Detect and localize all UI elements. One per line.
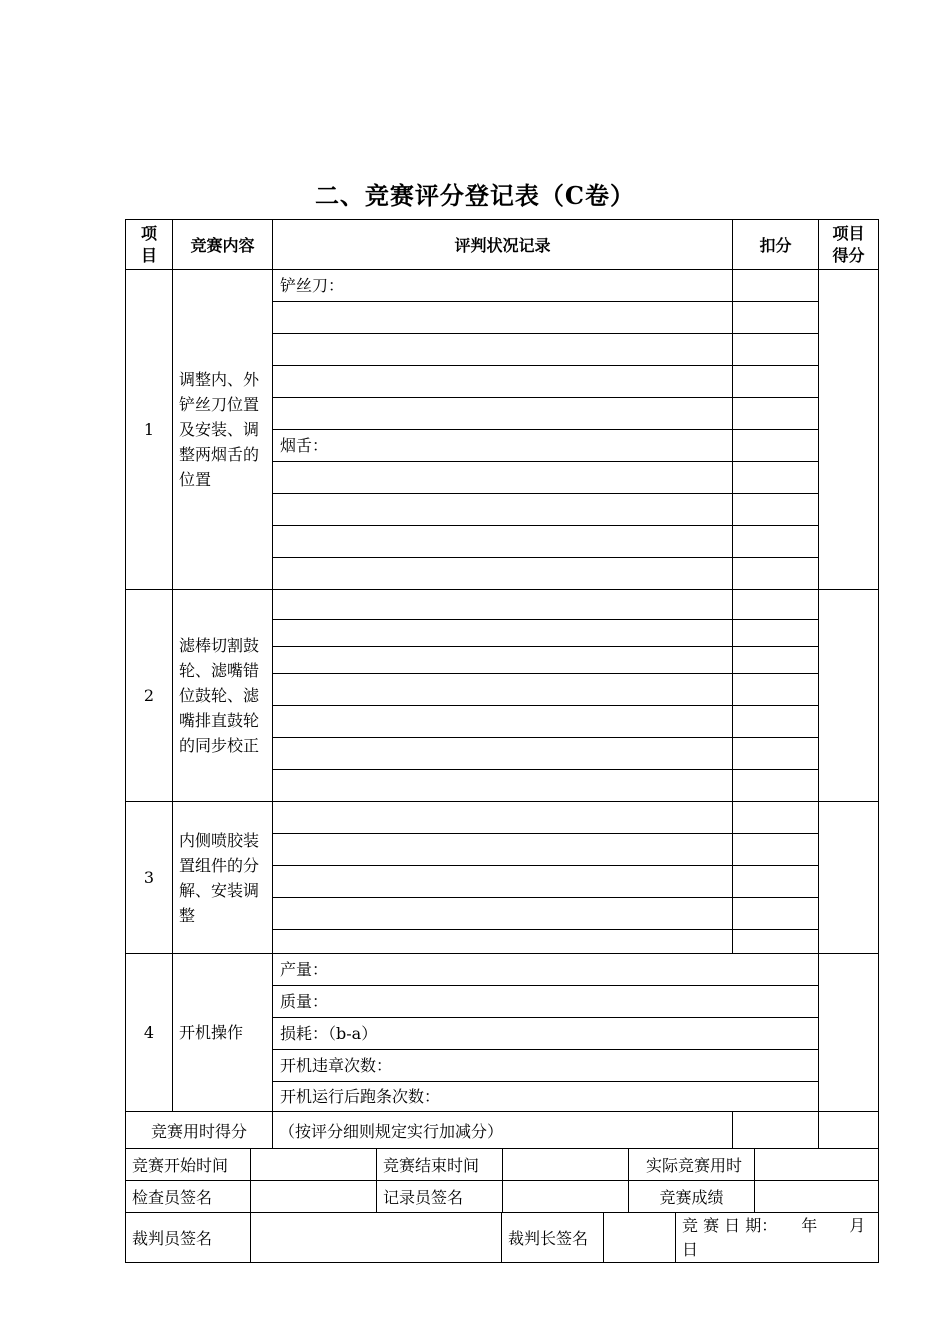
- referee-table: [125, 1212, 879, 1263]
- footer-table: [125, 1148, 879, 1213]
- record-cell: [273, 302, 733, 334]
- record-cell: 铲丝刀：: [273, 270, 733, 302]
- competition-date: 竞 赛 日 期： 年 月日: [676, 1213, 879, 1263]
- actual-time-value: [755, 1149, 879, 1181]
- deduct-cell: [733, 526, 819, 558]
- record-cell: [273, 738, 733, 770]
- record-cell: [273, 620, 733, 647]
- deduct-cell: [733, 430, 819, 462]
- deduct-cell: [733, 302, 819, 334]
- inspector-signature: [251, 1181, 377, 1213]
- item-content-2: 滤棒切割鼓轮、滤嘴错位鼓轮、滤嘴排直鼓轮的同步校正: [173, 590, 273, 802]
- record-cell: [273, 930, 733, 954]
- deduct-cell: [733, 706, 819, 738]
- item-score-1: [819, 270, 879, 590]
- record-cell: [273, 770, 733, 802]
- record-cell: 烟舌：: [273, 430, 733, 462]
- item-content-1: 调整内、外铲丝刀位置及安装、调整两烟舌的位置: [173, 270, 273, 590]
- item-score-2: [819, 590, 879, 802]
- deduct-cell: [733, 334, 819, 366]
- referee-label: 裁判员签名: [126, 1213, 251, 1263]
- record-cell: [273, 366, 733, 398]
- chief-referee-label: 裁判长签名: [502, 1213, 604, 1263]
- deduct-cell: [733, 834, 819, 866]
- actual-time-label: 实际竞赛用时: [629, 1149, 755, 1181]
- record-output: 产量：: [273, 954, 819, 986]
- record-cell: [273, 558, 733, 590]
- deduct-cell: [733, 558, 819, 590]
- record-cell: [273, 674, 733, 706]
- deduct-cell: [733, 494, 819, 526]
- record-cell: [273, 866, 733, 898]
- end-time-label: 竞赛结束时间: [377, 1149, 503, 1181]
- item-content-3: 内侧喷胶装置组件的分解、安装调整: [173, 802, 273, 954]
- record-cell: [273, 494, 733, 526]
- deduct-cell: [733, 770, 819, 802]
- time-score-note: （按评分细则规定实行加减分）: [273, 1112, 733, 1149]
- deduct-cell: [733, 620, 819, 647]
- header-item: 项目: [126, 220, 173, 270]
- item-content-4: 开机操作: [173, 954, 273, 1112]
- recorder-label: 记录员签名: [377, 1181, 503, 1213]
- deduct-cell: [733, 647, 819, 674]
- record-cell: [273, 334, 733, 366]
- item-score-3: [819, 802, 879, 954]
- deduct-cell: [733, 738, 819, 770]
- record-loss: 损耗：（b-a）: [273, 1018, 819, 1050]
- scoring-table: [125, 219, 879, 1149]
- item-number-2: 2: [126, 590, 173, 802]
- record-cell: [273, 802, 733, 834]
- header-deduct: 扣分: [733, 220, 819, 270]
- start-time-value: [251, 1149, 377, 1181]
- recorder-signature: [503, 1181, 629, 1213]
- record-cell: [273, 590, 733, 620]
- start-time-label: 竞赛开始时间: [126, 1149, 251, 1181]
- header-score: 项目得分: [819, 220, 879, 270]
- deduct-cell: [733, 674, 819, 706]
- deduct-cell: [733, 866, 819, 898]
- time-score-deduct: [733, 1112, 819, 1149]
- record-breaks: 开机运行后跑条次数：: [273, 1082, 819, 1112]
- header-content: 竞赛内容: [173, 220, 273, 270]
- inspector-label: 检查员签名: [126, 1181, 251, 1213]
- result-value: [755, 1181, 879, 1213]
- record-cell: [273, 462, 733, 494]
- record-violations: 开机违章次数：: [273, 1050, 819, 1082]
- record-cell: [273, 647, 733, 674]
- record-cell: [273, 898, 733, 930]
- deduct-cell: [733, 366, 819, 398]
- deduct-cell: [733, 898, 819, 930]
- deduct-cell: [733, 930, 819, 954]
- page-title: 二、竞赛评分登记表（C卷）: [314, 181, 636, 210]
- chief-referee-signature: [604, 1213, 676, 1263]
- record-cell: [273, 398, 733, 430]
- record-cell: [273, 834, 733, 866]
- deduct-cell: [733, 398, 819, 430]
- header-record: 评判状况记录: [273, 220, 733, 270]
- referee-signature: [251, 1213, 502, 1263]
- record-cell: [273, 706, 733, 738]
- item-score-4: [819, 954, 879, 1112]
- deduct-cell: [733, 270, 819, 302]
- deduct-cell: [733, 802, 819, 834]
- time-score-value: [819, 1112, 879, 1149]
- deduct-cell: [733, 462, 819, 494]
- deduct-cell: [733, 590, 819, 620]
- item-number-1: 1: [126, 270, 173, 590]
- end-time-value: [503, 1149, 629, 1181]
- result-label: 竞赛成绩: [629, 1181, 755, 1213]
- item-number-4: 4: [126, 954, 173, 1112]
- time-score-label: 竞赛用时得分: [126, 1112, 273, 1149]
- record-quality: 质量：: [273, 986, 819, 1018]
- item-number-3: 3: [126, 802, 173, 954]
- record-cell: [273, 526, 733, 558]
